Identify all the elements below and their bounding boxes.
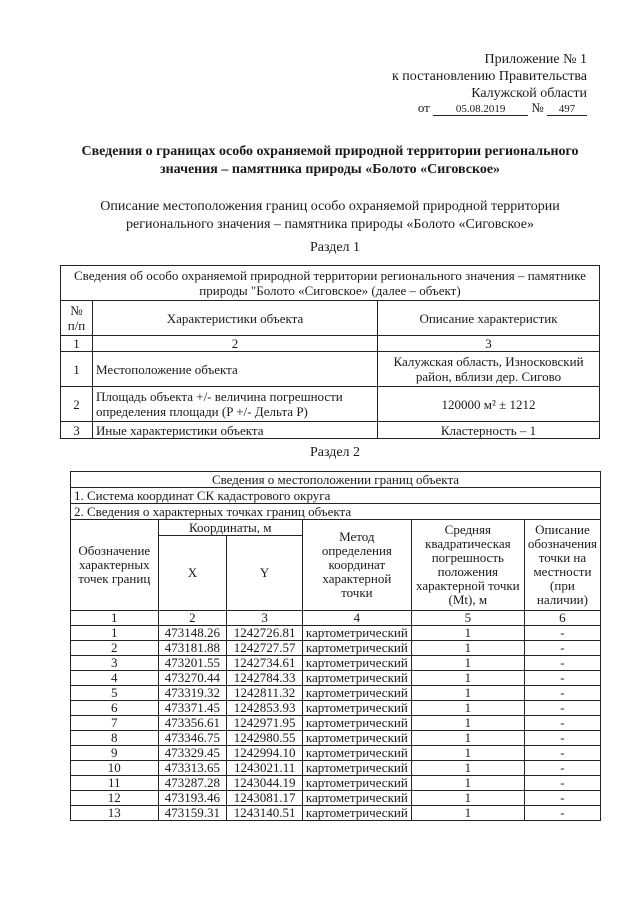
row-point-id: 10 <box>71 761 159 776</box>
table-row <box>71 686 601 701</box>
table-row <box>71 716 601 731</box>
col-header-characteristic: Характеристики объекта <box>93 301 378 336</box>
index-cell: 2 <box>93 336 378 352</box>
row-error: 1 <box>411 656 524 671</box>
row-y: 1242811.32 <box>227 686 303 701</box>
row-point-id: 7 <box>71 716 159 731</box>
row-y: 1242734.61 <box>227 656 303 671</box>
row-method: картометрический <box>302 641 411 656</box>
col-header-x: X <box>158 536 227 611</box>
row-method: картометрический <box>302 656 411 671</box>
index-cell: 5 <box>411 611 524 626</box>
col-header-method: Метод определения координат характерной точки <box>302 520 411 611</box>
table-row <box>61 387 600 422</box>
row-method: картометрический <box>302 701 411 716</box>
header-line-2: к постановлению Правительства <box>391 69 587 84</box>
row-point-id: 2 <box>71 641 159 656</box>
row-x: 473313.65 <box>158 761 227 776</box>
col-header-coordinates: Координаты, м <box>158 520 302 536</box>
header-line-3: Калужской области <box>471 86 587 101</box>
row-point-id: 4 <box>71 671 159 686</box>
row-method: картометрический <box>302 626 411 641</box>
row-point-id: 11 <box>71 776 159 791</box>
row-method: картометрический <box>302 716 411 731</box>
table-row <box>71 626 601 641</box>
table-row <box>61 422 600 439</box>
row-point-description: - <box>524 686 600 701</box>
row-characteristic: Местоположение объекта <box>93 352 378 387</box>
row-error: 1 <box>411 776 524 791</box>
row-method: картометрический <box>302 671 411 686</box>
row-error: 1 <box>411 641 524 656</box>
row-method: картометрический <box>302 731 411 746</box>
col-header-y: Y <box>227 536 303 611</box>
row-description: Калужская область, Износковский район, вблизи дер. Сигово <box>378 352 600 387</box>
row-method: картометрический <box>302 791 411 806</box>
section-1-heading: Раздел 1 <box>309 240 361 255</box>
col-header-num: № п/п <box>61 301 93 336</box>
col-header-point-description: Описание обозначения точки на местности (при наличии) <box>524 520 600 611</box>
row-x: 473346.75 <box>158 731 227 746</box>
decree-date: 05.08.2019 <box>433 103 528 116</box>
section-2-table <box>70 471 601 821</box>
row-point-description: - <box>524 791 600 806</box>
table-row <box>71 671 601 686</box>
row-point-description: - <box>524 776 600 791</box>
row-point-description: - <box>524 626 600 641</box>
col-header-error: Средняя квадратическая погрешность положения характерной точки (Mt), м <box>411 520 524 611</box>
row-point-description: - <box>524 656 600 671</box>
row-method: картометрический <box>302 806 411 821</box>
row-x: 473319.32 <box>158 686 227 701</box>
row-point-description: - <box>524 671 600 686</box>
coordinate-system-row: 1. Система координат СК кадастрового округа <box>71 488 601 504</box>
row-y: 1242727.57 <box>227 641 303 656</box>
row-y: 1243140.51 <box>227 806 303 821</box>
row-description: Кластерность – 1 <box>378 422 600 439</box>
index-cell: 3 <box>227 611 303 626</box>
document-title: Сведения о границах особо охраняемой природной территории регионального значения – памятника природы «Болото «Сиговское» <box>81 144 579 177</box>
row-y: 1242971.95 <box>227 716 303 731</box>
table-row <box>61 352 600 387</box>
row-point-description: - <box>524 716 600 731</box>
row-y: 1242980.55 <box>227 731 303 746</box>
row-method: картометрический <box>302 746 411 761</box>
index-cell: 4 <box>302 611 411 626</box>
row-y: 1243021.11 <box>227 761 303 776</box>
row-y: 1242853.93 <box>227 701 303 716</box>
row-num: 2 <box>61 387 93 422</box>
row-error: 1 <box>411 626 524 641</box>
row-error: 1 <box>411 806 524 821</box>
table-row <box>71 776 601 791</box>
table-row <box>71 641 601 656</box>
row-error: 1 <box>411 716 524 731</box>
row-point-id: 8 <box>71 731 159 746</box>
row-error: 1 <box>411 686 524 701</box>
row-x: 473193.46 <box>158 791 227 806</box>
row-x: 473371.45 <box>158 701 227 716</box>
row-point-description: - <box>524 806 600 821</box>
row-method: картометрический <box>302 761 411 776</box>
number-prefix: № <box>531 100 544 115</box>
row-point-description: - <box>524 761 600 776</box>
row-num: 1 <box>61 352 93 387</box>
section-1-table-title: Сведения об особо охраняемой природной территории регионального значения – памятнике природы "Болото «Сиговское» (далее – объект) <box>61 266 600 301</box>
table-row <box>71 731 601 746</box>
row-point-id: 5 <box>71 686 159 701</box>
row-point-id: 9 <box>71 746 159 761</box>
col-header-description: Описание характеристик <box>378 301 600 336</box>
document-subtitle: Описание местоположения границ особо охраняемой природной территории регионального значения – памятника природы «Болото «Сиговское» <box>100 199 560 232</box>
row-x: 473287.28 <box>158 776 227 791</box>
row-point-id: 12 <box>71 791 159 806</box>
row-error: 1 <box>411 731 524 746</box>
row-x: 473201.55 <box>158 656 227 671</box>
row-characteristic: Иные характеристики объекта <box>93 422 378 439</box>
row-y: 1242784.33 <box>227 671 303 686</box>
row-num: 3 <box>61 422 93 439</box>
section-1-table <box>60 265 600 439</box>
col-header-point: Обозначение характерных точек границ <box>71 520 159 611</box>
row-point-id: 6 <box>71 701 159 716</box>
index-cell: 6 <box>524 611 600 626</box>
table-row <box>71 746 601 761</box>
date-prefix: от <box>417 100 430 115</box>
table-row <box>71 761 601 776</box>
row-method: картометрический <box>302 686 411 701</box>
row-x: 473356.61 <box>158 716 227 731</box>
header-line-1: Приложение № 1 <box>484 52 587 67</box>
row-characteristic: Площадь объекта +/- величина погрешности определения площади (P +/- Дельта P) <box>93 387 378 422</box>
index-cell: 2 <box>158 611 227 626</box>
row-point-id: 13 <box>71 806 159 821</box>
row-y: 1242726.81 <box>227 626 303 641</box>
row-point-description: - <box>524 746 600 761</box>
row-error: 1 <box>411 791 524 806</box>
points-body <box>71 626 601 821</box>
table-row <box>71 791 601 806</box>
row-method: картометрический <box>302 776 411 791</box>
row-x: 473148.26 <box>158 626 227 641</box>
index-cell: 1 <box>61 336 93 352</box>
section-2-heading: Раздел 2 <box>309 445 361 460</box>
row-y: 1242994.10 <box>227 746 303 761</box>
index-cell: 3 <box>378 336 600 352</box>
row-point-description: - <box>524 701 600 716</box>
row-error: 1 <box>411 761 524 776</box>
row-error: 1 <box>411 671 524 686</box>
decree-number: 497 <box>547 103 587 116</box>
index-cell: 1 <box>71 611 159 626</box>
row-error: 1 <box>411 746 524 761</box>
row-description: 120000 м² ± 1212 <box>378 387 600 422</box>
row-x: 473181.88 <box>158 641 227 656</box>
table-row <box>71 656 601 671</box>
row-point-id: 3 <box>71 656 159 671</box>
table-row <box>71 701 601 716</box>
header-date-line <box>418 100 587 116</box>
table-row <box>71 806 601 821</box>
row-x: 473270.44 <box>158 671 227 686</box>
row-point-description: - <box>524 641 600 656</box>
row-y: 1243044.19 <box>227 776 303 791</box>
row-x: 473329.45 <box>158 746 227 761</box>
row-error: 1 <box>411 701 524 716</box>
row-x: 473159.31 <box>158 806 227 821</box>
row-y: 1243081.17 <box>227 791 303 806</box>
section-2-table-title: Сведения о местоположении границ объекта <box>71 472 601 488</box>
row-point-id: 1 <box>71 626 159 641</box>
points-info-row: 2. Сведения о характерных точках границ объекта <box>71 504 601 520</box>
row-point-description: - <box>524 731 600 746</box>
